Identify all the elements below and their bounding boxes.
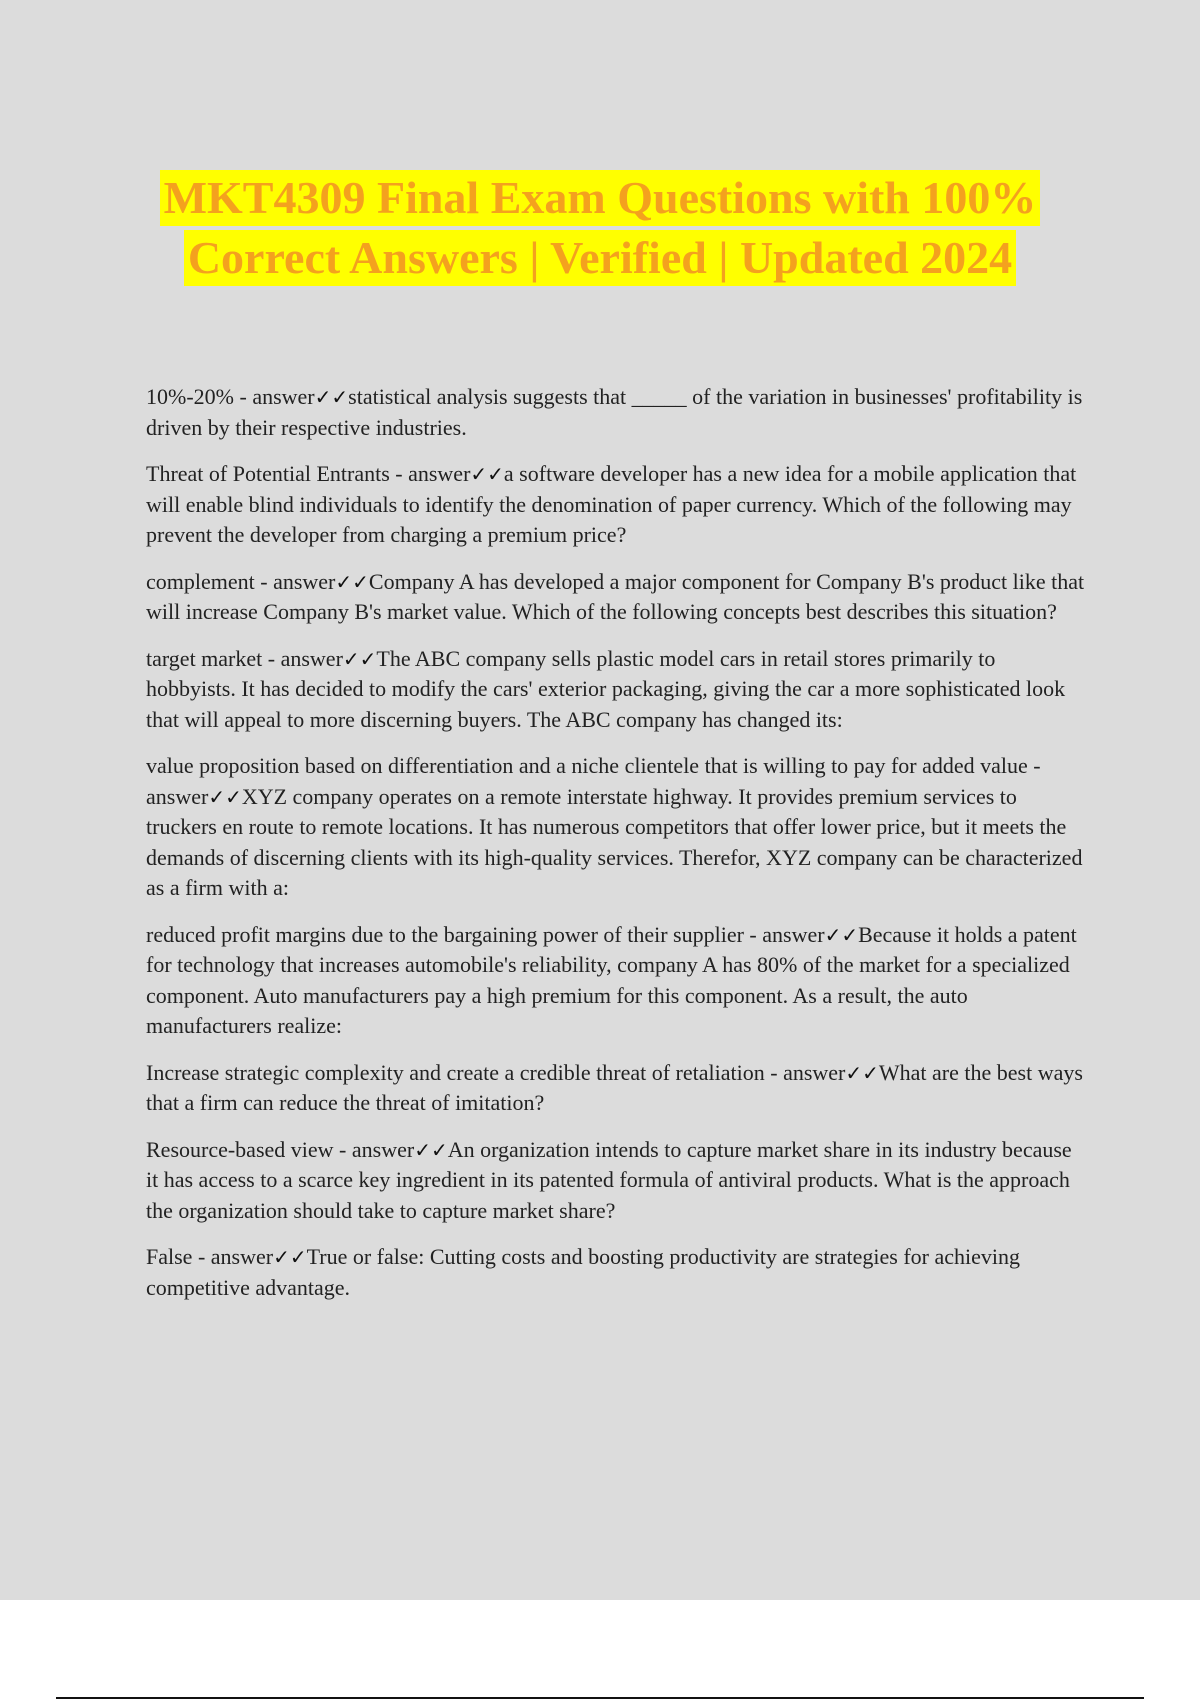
qa-entry — [146, 1058, 1086, 1119]
qa-list — [146, 382, 1086, 1319]
answer-text: Threat of Potential Entrants - — [146, 461, 409, 486]
qa-entry — [146, 1242, 1086, 1303]
question-text: The ABC company sells plastic model cars in retail stores primarily to hobbyists. It has decided to modify the cars' exterior packaging, giving the car a more sophisticated look that will appeal to more discerning buyers. The ABC company has changed its: — [146, 645, 1066, 732]
answer-text: 10%-20% - — [146, 384, 253, 409]
title-line-2: Correct Answers | Verified | Updated 2024 — [184, 230, 1016, 286]
qa-entry — [146, 920, 1086, 1042]
document-title — [0, 168, 1200, 288]
double-check-icon: ✓✓ — [335, 569, 369, 594]
double-check-icon: ✓✓ — [273, 1245, 307, 1269]
answer-text: False - — [146, 1244, 211, 1269]
question-text: True or false: Cutting costs and boosting productivity are strategies for achieving competitive advantage. — [146, 1244, 1021, 1300]
answer-marker: answer — [146, 783, 209, 809]
qa-entry — [146, 751, 1086, 904]
answer-marker: answer — [280, 645, 343, 671]
answer-text: value proposition based on differentiation and a niche clientele that is willing to pay for added value - — [146, 753, 1041, 778]
double-check-icon: ✓✓ — [314, 385, 349, 409]
double-check-icon: ✓✓ — [845, 1060, 879, 1085]
question-text: What are the best ways that a firm can reduce the threat of imitation? — [146, 1059, 1083, 1115]
qa-entry — [146, 459, 1086, 551]
answer-marker: answer — [210, 1244, 274, 1269]
title-line-1: MKT4309 Final Exam Questions with 100% — [160, 170, 1041, 226]
question-text: a software developer has a new idea for a mobile application that will enable blind individuals to identify the denomination of paper currency. Which of the following may prevent the developer from charging a premium price? — [146, 461, 1077, 547]
double-check-icon: ✓✓ — [470, 462, 504, 486]
answer-marker: answer — [783, 1059, 846, 1085]
double-check-icon: ✓✓ — [824, 922, 859, 947]
question-text: Company A has developed a major component for Company B's product like that will increase Company B's market value. Which of the following concepts best describes this situation? — [146, 568, 1085, 624]
answer-text: reduced profit margins due to the bargaining power of their supplier - — [146, 921, 763, 947]
qa-entry — [146, 567, 1086, 628]
answer-text: complement - — [146, 568, 274, 594]
answer-text: Resource-based view - — [146, 1136, 352, 1162]
answer-marker: answer — [408, 461, 471, 486]
answer-marker: answer — [351, 1136, 415, 1162]
double-check-icon: ✓✓ — [342, 646, 377, 671]
double-check-icon: ✓✓ — [414, 1137, 448, 1162]
answer-text: Increase strategic complexity and create a credible threat of retaliation - — [146, 1059, 784, 1085]
qa-entry — [146, 382, 1086, 443]
answer-marker: answer — [762, 921, 825, 947]
answer-text: target market - — [146, 645, 281, 671]
question-text: Because it holds a patent for technology that increases automobile's reliability, company A has 80% of the market for a specialized component. Auto manufacturers pay a high premium for this component. As a result, the auto manufacturers realize: — [146, 921, 1077, 1038]
question-text: An organization intends to capture market share in its industry because it has access to a scarce key ingredient in its patented formula of antiviral products. What is the approach the organization should take to capture market share? — [146, 1136, 1072, 1223]
question-text: XYZ company operates on a remote interstate highway. It provides premium services to truckers en route to remote locations. It has numerous competitors that offer lower price, but it meets the demands of discerning clients with its high-quality services. Therefor, XYZ company can be characterized as a firm with a: — [146, 783, 1083, 900]
double-check-icon: ✓✓ — [208, 784, 242, 809]
question-text: statistical analysis suggests that _____ of the variation in businesses' profitability is driven by their respective industries. — [146, 384, 1083, 440]
answer-marker: answer — [252, 384, 315, 409]
answer-marker: answer — [273, 568, 336, 594]
qa-entry — [146, 644, 1086, 736]
footer-divider — [56, 1697, 1144, 1699]
qa-entry — [146, 1135, 1086, 1227]
